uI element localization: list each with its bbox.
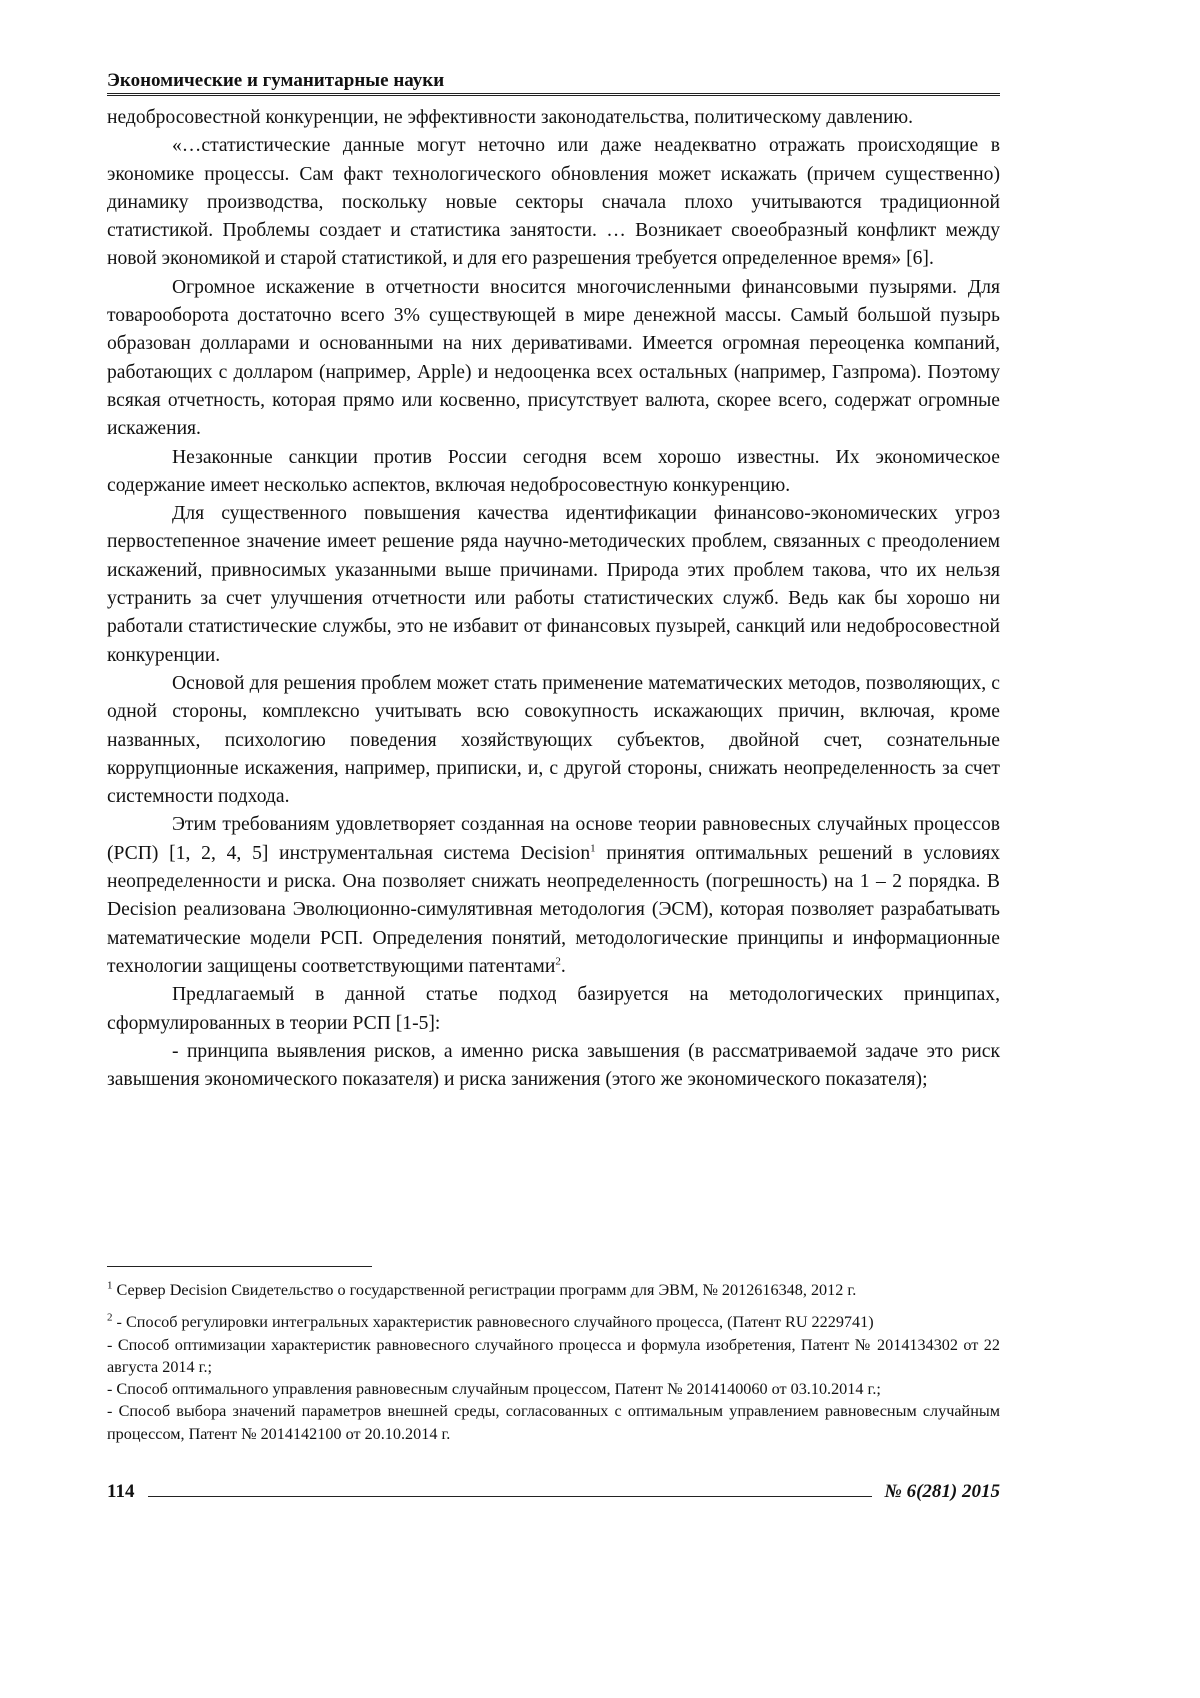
footnote-1 xyxy=(107,1279,1000,1301)
footnote-mark: 2 xyxy=(107,1312,113,1324)
footnote-text: Сервер Decision Свидетельство о государственной регистрации программ для ЭВМ, № 2012616348, 2012 г. xyxy=(113,1281,857,1299)
footnotes xyxy=(107,1279,1000,1445)
text: принятия оптимальных решений в условиях неопределенности и риска. Она позволяет снижать неопределенность (погрешность) на 1 – 2 порядка. В Decision реализована Эволюционно-симулятивная методология (ЭСМ), которая позволяет разрабатывать математические модели РСП. Определения понятий, методологические принципы и информационные технологии защищены соответствующими патентами xyxy=(107,843,1000,977)
paragraph: Для существенного повышения качества идентификации финансово-экономических угроз первостепенное значение имеет решение ряда научно-методических проблем, связанных с преодолением искажений, привносимых указанными выше причинами. Природа этих проблем такова, что их нельзя устранить за счет улучшения отчетности или работы статистических служб. Ведь как бы хорошо ни работали статистические службы, это не избавит от финансовых пузырей, санкций или недобросовестной конкуренции. xyxy=(107,500,1000,670)
issue-number: № 6(281) 2015 xyxy=(884,1481,1000,1503)
paragraph: Основой для решения проблем может стать применение математических методов, позволяющих, с одной стороны, комплексно учитывать всю совокупность искажающих причин, включая, кроме названных, психологию поведения хозяйствующих субъектов, двойной счет, сознательные коррупционные искажения, например, приписки, и, с другой стороны, снижать неопределенность за счет системности подхода. xyxy=(107,670,1000,811)
footnote-ref[interactable]: 1 xyxy=(590,842,596,854)
paragraph: Незаконные санкции против России сегодня всем хорошо известны. Их экономическое содержание имеет несколько аспектов, включая недобросовестную конкуренцию. xyxy=(107,444,1000,501)
quote-paragraph: «…статистические данные могут неточно или даже неадекватно отражать происходящие в экономике процессы. Сам факт технологического обновления может искажать (причем существенно) динамику производства, поскольку новые секторы сначала плохо учитываются традиционной статистикой. Проблемы создает и статистика занятости. … Возникает своеобразный конфликт между новой экономикой и старой статистикой, и для его разрешения требуется определенное время» [6]. xyxy=(107,132,1000,273)
paragraph: недобросовестной конкуренции, не эффективности законодательства, политическому давлению. xyxy=(107,104,1000,132)
footnote-2-item: - Способ выбора значений параметров внешней среды, согласованных с оптимальным управлением равновесным случайным процессом, Патент № 2014142100 от 20.10.2014 г. xyxy=(107,1400,1000,1445)
footnote-2 xyxy=(107,1311,1000,1333)
text: Этим требованиям удовлетворяет созданная на основе теории равновесных случайных процессов (РСП) [1, 2, 4, 5] инструментальная система Decision xyxy=(107,814,1000,863)
page-footer xyxy=(107,1480,1000,1504)
footer-rule xyxy=(148,1496,872,1497)
footnote-text: - Способ регулировки интегральных характеристик равновесного случайного процесса, (Патент RU 2229741) xyxy=(113,1313,874,1331)
paragraph: Предлагаемый в данной статье подход базируется на методологических принципах, сформулированных в теории РСП [1-5]: xyxy=(107,981,1000,1038)
list-item: - принципа выявления рисков, а именно риска завышения (в рассматриваемой задаче это риск завышения экономического показателя) и риска занижения (этого же экономического показателя); xyxy=(107,1038,1000,1095)
footnote-mark: 1 xyxy=(107,1280,113,1292)
footnote-divider xyxy=(107,1266,372,1267)
footnote-2-item: - Способ оптимизации характеристик равновесного случайного процесса и формула изобретения, Патент № 2014134302 от 22 августа 2014 г.; xyxy=(107,1334,1000,1379)
paragraph: Огромное искажение в отчетности вносится многочисленными финансовыми пузырями. Для товарооборота достаточно всего 3% существующей в мире денежной массы. Самый большой пузырь образован долларами и основанными на них деривативами. Имеется огромная переоценка компаний, работающих с долларом (например, Apple) и недооценка всех остальных (например, Газпрома). Поэтому всякая отчетность, которая прямо или косвенно, присутствует валюта, скорее всего, содержат огромные искажения. xyxy=(107,274,1000,444)
footnote-2-item: - Способ оптимального управления равновесным случайным процессом, Патент № 2014140060 от 03.10.2014 г.; xyxy=(107,1378,1000,1400)
article-body xyxy=(107,104,1000,1094)
running-header: Экономические и гуманитарные науки xyxy=(107,70,1000,96)
footnote-ref[interactable]: 2 xyxy=(555,955,561,967)
text: . xyxy=(561,956,566,977)
page-number: 114 xyxy=(107,1481,134,1503)
paragraph xyxy=(107,811,1000,981)
